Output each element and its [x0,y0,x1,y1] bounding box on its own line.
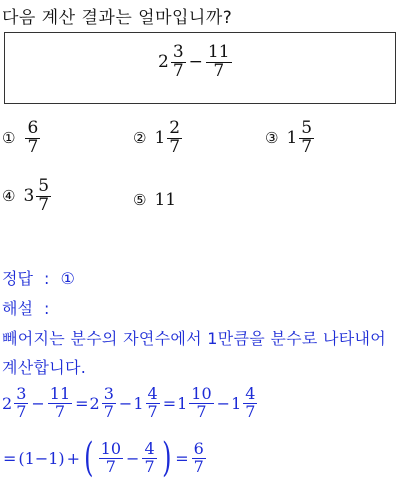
denominator: 7 [301,136,313,157]
answer-label: 정답 [2,269,33,288]
problem-fraction-1 [171,44,186,81]
fraction [99,438,123,476]
plus-sign: + [66,448,81,468]
choice-fraction [25,120,40,157]
numerator: 4 [147,384,158,403]
equals-sign: = [75,393,89,413]
choice-fraction [36,178,51,215]
problem-fraction-2 [206,44,232,81]
numerator: 4 [144,438,155,458]
minus-sign: − [216,393,231,413]
numerator: 2 [169,118,181,138]
fraction [102,386,116,421]
numerator: 6 [27,118,39,138]
equals-sign: = [162,393,177,413]
whole-number: 2 [89,393,100,413]
numerator: 3 [16,384,27,403]
denominator: 7 [105,456,116,476]
solution-line-2 [2,435,208,481]
left-paren: ( [84,435,94,481]
denominator: 7 [213,60,225,81]
fraction [243,386,257,421]
fraction [14,386,28,421]
minus-sign: − [126,448,140,468]
minus-sign: − [118,393,133,413]
denominator: 7 [169,136,181,157]
problem-expression [158,44,234,81]
right-paren: ) [161,435,172,481]
denominator: 7 [38,194,50,215]
choice-fraction [299,120,314,157]
choice-2[interactable] [133,120,184,157]
explanation-line-2: 계산합니다. [2,358,87,377]
answer-value: ① [60,269,75,288]
explanation-label: 해설 [2,299,33,318]
choice-marker: ② [133,129,147,148]
choice-fraction [167,120,182,157]
choice-marker: ④ [2,187,16,206]
denominator: 7 [103,401,114,421]
numerator: 11 [49,384,71,403]
numerator: 3 [172,42,184,62]
fraction [48,386,72,421]
result-fraction [192,438,206,476]
numerator: 4 [245,384,256,403]
grouped-term: (1−1) [18,448,65,468]
denominator: 7 [27,136,39,157]
minus-sign: − [188,52,203,73]
whole-number: 1 [133,393,144,413]
denominator: 7 [245,401,256,421]
fraction [189,386,213,421]
question-text: 다음 계산 결과는 얼마입니까? [2,8,233,28]
denominator: 7 [193,456,204,476]
whole-number: 2 [2,393,13,413]
choice-5[interactable] [133,190,176,210]
choice-whole: 1 [154,128,166,149]
explanation-separator: : [44,299,50,318]
choice-value: 11 [154,190,177,210]
denominator: 7 [144,456,155,476]
answer-line [2,266,75,289]
choice-marker: ① [2,129,16,148]
numerator: 11 [207,42,230,62]
numerator: 5 [38,176,50,196]
problem-whole: 2 [158,52,169,73]
choice-4[interactable] [2,178,53,215]
choice-whole: 1 [286,128,298,149]
explanation-heading [2,296,49,319]
choice-marker: ③ [265,129,279,148]
choice-marker: ⑤ [133,191,147,209]
fraction [146,386,160,421]
solution-line-1 [2,386,259,421]
answer-separator: : [44,269,50,288]
minus-sign: − [31,393,45,413]
choice-1[interactable] [2,120,42,157]
equals-sign: = [3,448,17,468]
choice-whole: 3 [23,186,35,207]
fraction [142,438,156,476]
numerator: 3 [103,384,114,403]
numerator: 5 [301,118,313,138]
numerator: 10 [100,438,122,458]
whole-number: 1 [177,393,188,413]
denominator: 7 [196,401,207,421]
choice-3[interactable] [265,120,316,157]
denominator: 7 [172,60,184,81]
numerator: 6 [193,438,204,458]
denominator: 7 [54,401,66,421]
numerator: 10 [191,384,212,403]
equals-sign: = [175,448,189,468]
denominator: 7 [16,401,27,421]
whole-number: 1 [231,393,242,413]
denominator: 7 [147,401,158,421]
explanation-line-1: 빼어지는 분수의 자연수에서 1만큼을 분수로 나타내어 [2,329,387,348]
